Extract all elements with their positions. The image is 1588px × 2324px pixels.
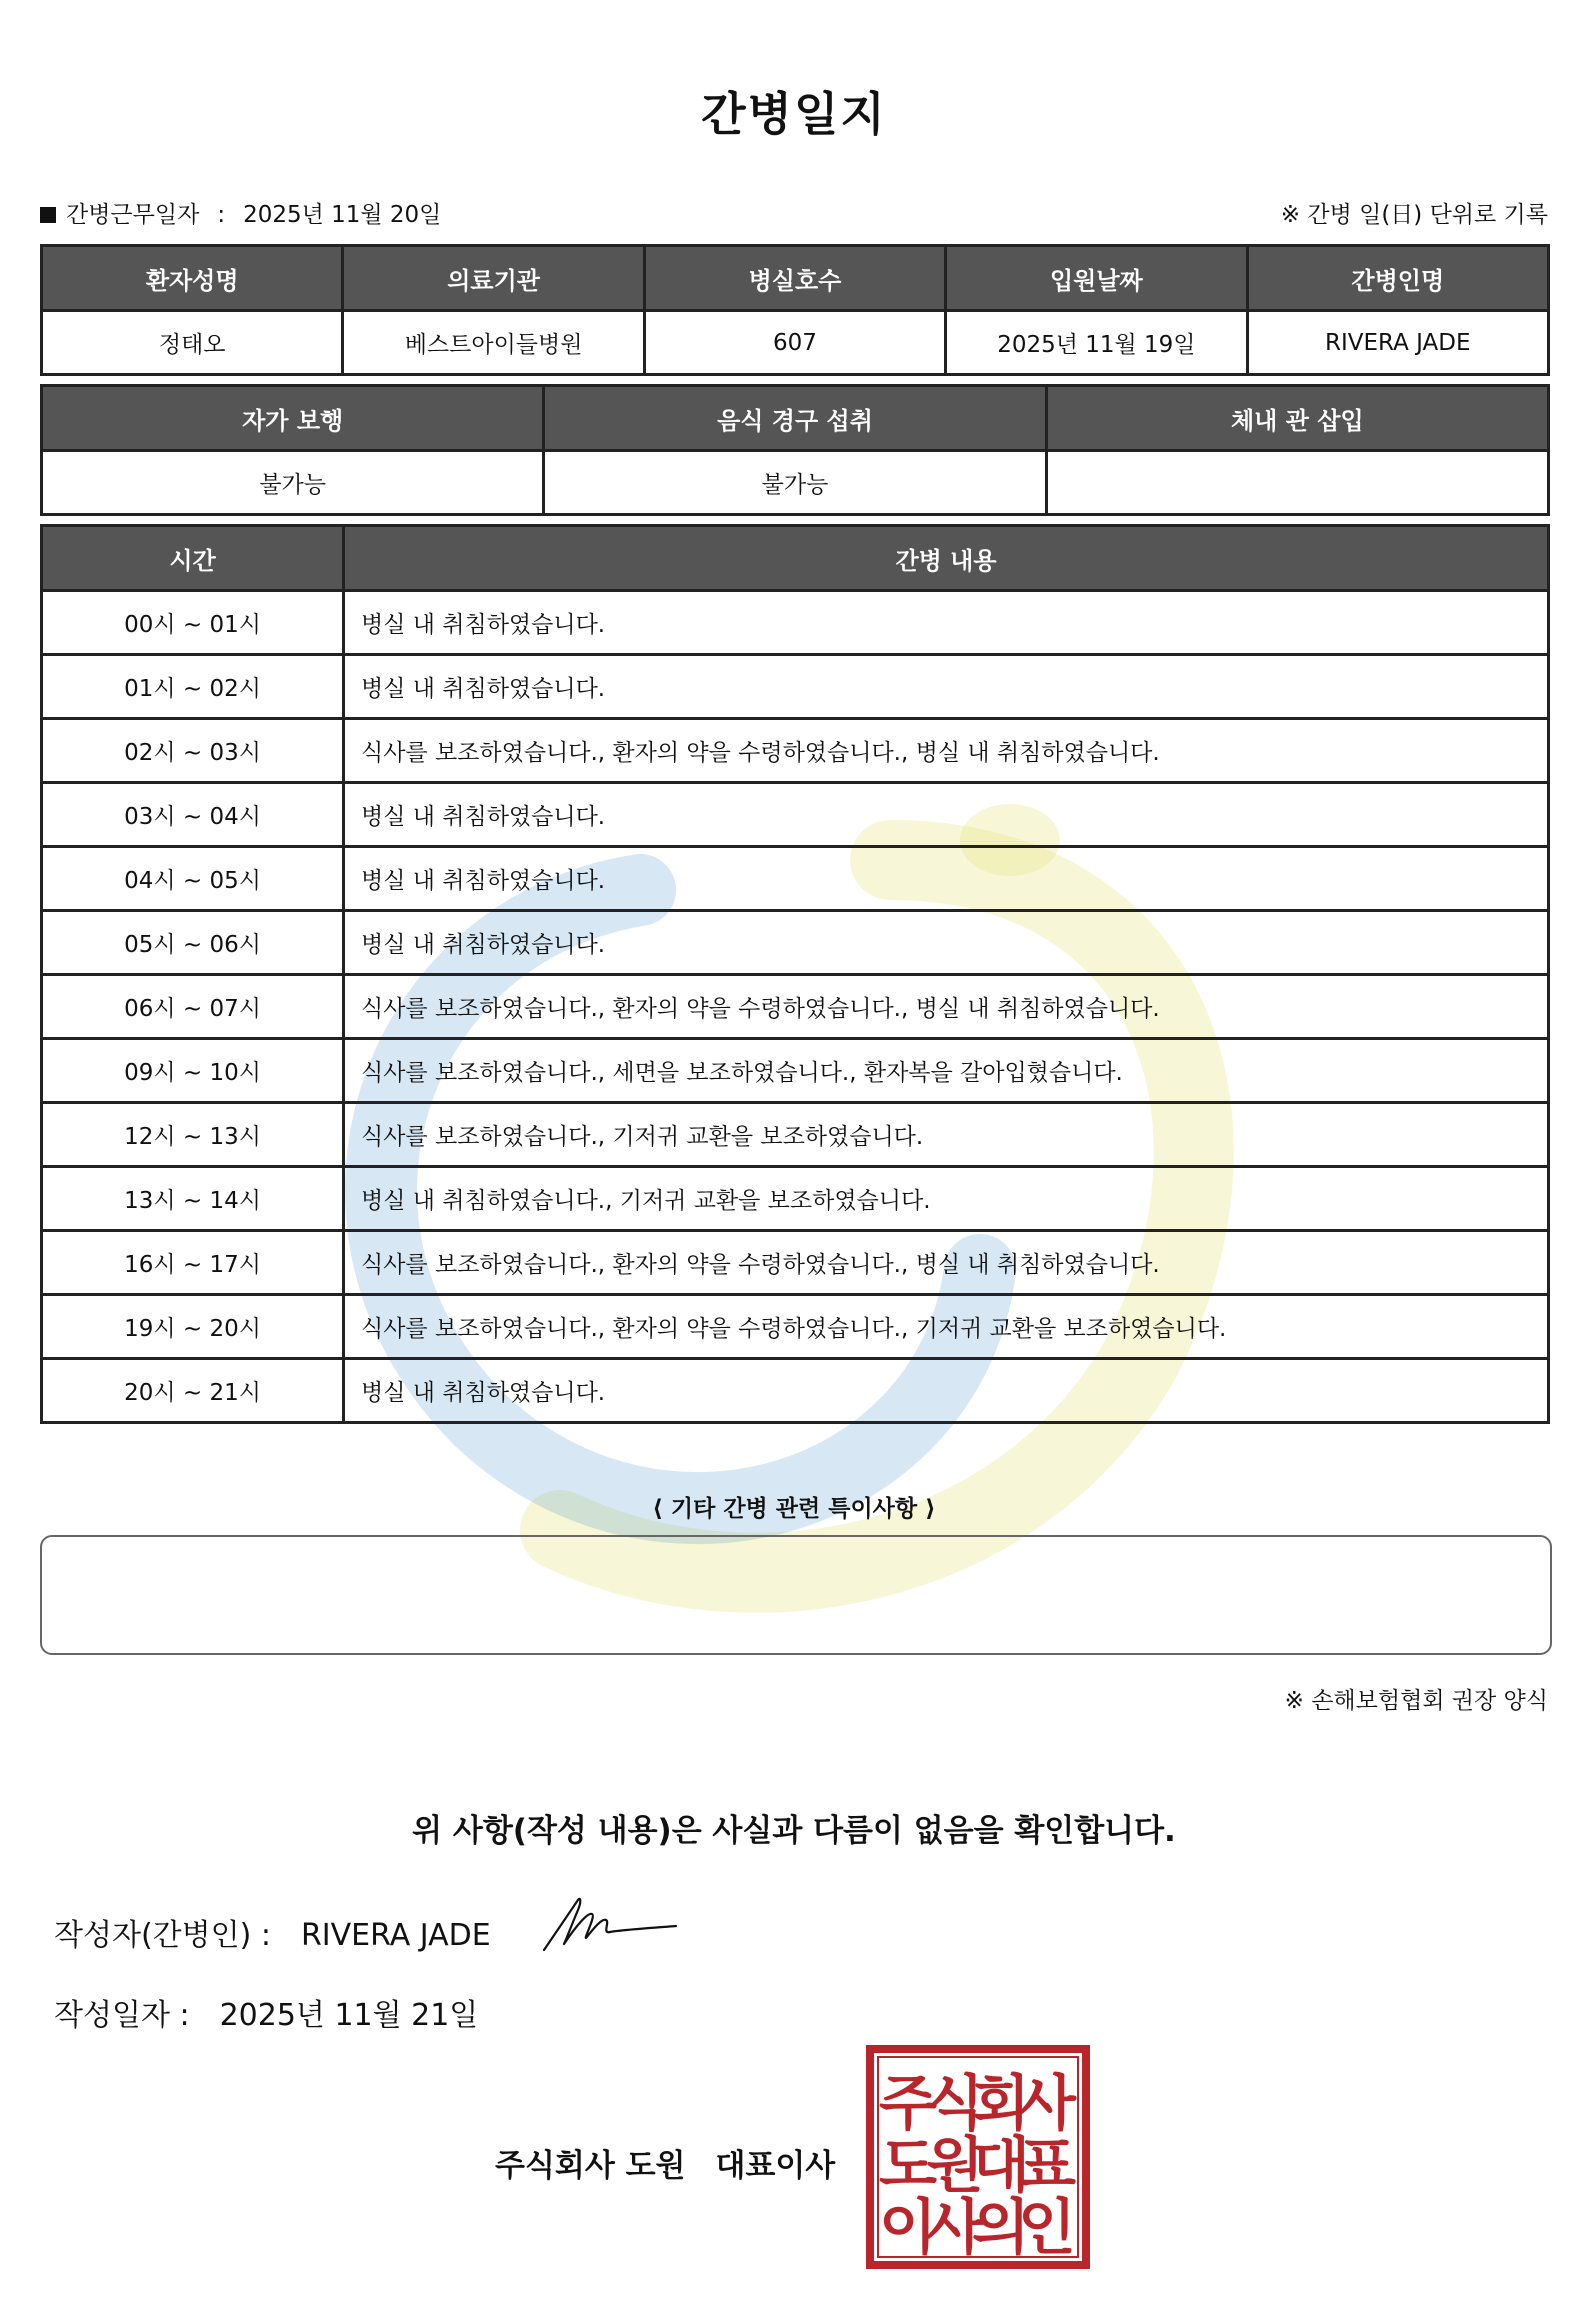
svg-text:이: 이 xyxy=(879,2193,937,2263)
header-tube-insertion: 체내 관 삽입 xyxy=(1046,386,1548,451)
table-row xyxy=(42,783,1549,847)
svg-text:도: 도 xyxy=(879,2131,937,2201)
caregiver-name: RIVERA JADE xyxy=(1247,311,1548,375)
table-row xyxy=(42,1039,1549,1103)
company-signoff xyxy=(495,2140,835,2185)
document-title: 간병일지 xyxy=(701,87,887,141)
patient-info-table xyxy=(40,244,1550,376)
log-time: 01시 ~ 02시 xyxy=(42,655,344,719)
header-patient-name: 환자성명 xyxy=(42,246,343,311)
special-notes-box xyxy=(40,1535,1552,1655)
table-row xyxy=(42,975,1549,1039)
log-content: 병실 내 취침하였습니다., 기저귀 교환을 보조하였습니다. xyxy=(344,1167,1549,1231)
tube-insertion-value xyxy=(1046,451,1548,515)
written-date-value: 2025년 11월 21일 xyxy=(219,1998,479,2033)
svg-text:사: 사 xyxy=(926,2193,984,2263)
table-row xyxy=(42,1167,1549,1231)
writer-row xyxy=(54,1910,491,1954)
log-time: 03시 ~ 04시 xyxy=(42,783,344,847)
svg-text:인: 인 xyxy=(1018,2193,1076,2263)
table-row xyxy=(42,847,1549,911)
square-bullet-icon xyxy=(40,207,56,223)
company-seal xyxy=(866,2045,1090,2269)
room-number: 607 xyxy=(644,311,945,375)
log-content: 병실 내 취침하였습니다. xyxy=(344,911,1549,975)
table-row xyxy=(42,1103,1549,1167)
header-hospital: 의료기관 xyxy=(343,246,644,311)
svg-text:의: 의 xyxy=(972,2193,1030,2263)
confirmation-statement: 위 사항(작성 내용)은 사실과 다름이 없음을 확인합니다. xyxy=(412,1813,1176,1849)
log-time: 19시 ~ 20시 xyxy=(42,1295,344,1359)
table-row xyxy=(42,591,1549,655)
svg-text:회: 회 xyxy=(972,2069,1030,2139)
work-date-row: 간병근무일자 : 2025년 11월 20일 xyxy=(40,196,441,229)
log-content: 병실 내 취침하였습니다. xyxy=(344,591,1549,655)
table-row xyxy=(42,719,1549,783)
log-content: 식사를 보조하였습니다., 기저귀 교환을 보조하였습니다. xyxy=(344,1103,1549,1167)
ceo-title: 대표이사 xyxy=(715,2148,836,2184)
patient-name: 정태오 xyxy=(42,311,343,375)
log-content: 병실 내 취침하였습니다. xyxy=(344,847,1549,911)
svg-text:식: 식 xyxy=(926,2069,984,2139)
admission-date: 2025년 11월 19일 xyxy=(946,311,1247,375)
log-content: 식사를 보조하였습니다., 세면을 보조하였습니다., 환자복을 갈아입혔습니다. xyxy=(344,1039,1549,1103)
writer-label: 작성자(간병인) : xyxy=(54,1918,271,1953)
log-time: 12시 ~ 13시 xyxy=(42,1103,344,1167)
table-row xyxy=(42,911,1549,975)
care-log-table xyxy=(40,524,1550,1424)
log-time: 00시 ~ 01시 xyxy=(42,591,344,655)
log-time: 06시 ~ 07시 xyxy=(42,975,344,1039)
log-time: 09시 ~ 10시 xyxy=(42,1039,344,1103)
special-notes-title: ⟨ 기타 간병 관련 특이사항 ⟩ xyxy=(652,1496,936,1522)
header-admission-date: 입원날짜 xyxy=(946,246,1247,311)
svg-text:대: 대 xyxy=(972,2131,1030,2201)
signature-image xyxy=(540,1892,680,1956)
log-time: 20시 ~ 21시 xyxy=(42,1359,344,1423)
log-time: 02시 ~ 03시 xyxy=(42,719,344,783)
header-oral-intake: 음식 경구 섭취 xyxy=(544,386,1046,451)
log-time: 16시 ~ 17시 xyxy=(42,1231,344,1295)
log-content: 식사를 보조하였습니다., 환자의 약을 수령하였습니다., 기저귀 교환을 보조하였습니다. xyxy=(344,1295,1549,1359)
table-row xyxy=(42,1231,1549,1295)
form-source-note: ※ 손해보험협회 권장 양식 xyxy=(1284,1688,1548,1714)
oral-intake-value: 불가능 xyxy=(544,451,1046,515)
log-time: 04시 ~ 05시 xyxy=(42,847,344,911)
header-self-walking: 자가 보행 xyxy=(42,386,544,451)
svg-text:사: 사 xyxy=(1018,2069,1076,2139)
svg-text:주: 주 xyxy=(879,2069,937,2139)
unit-note: ※ 간병 일(日) 단위로 기록 xyxy=(1280,202,1548,228)
work-date-label: 간병근무일자 xyxy=(66,202,200,228)
table-row xyxy=(42,655,1549,719)
writer-name: RIVERA JADE xyxy=(300,1918,491,1953)
header-caregiver-name: 간병인명 xyxy=(1247,246,1548,311)
header-room-number: 병실호수 xyxy=(644,246,945,311)
log-content: 식사를 보조하였습니다., 환자의 약을 수령하였습니다., 병실 내 취침하였습니다. xyxy=(344,1231,1549,1295)
svg-text:표: 표 xyxy=(1018,2131,1076,2201)
log-content: 식사를 보조하였습니다., 환자의 약을 수령하였습니다., 병실 내 취침하였습니다. xyxy=(344,719,1549,783)
written-date-row xyxy=(54,1990,478,2034)
table-row xyxy=(42,1295,1549,1359)
written-date-label: 작성일자 : xyxy=(54,1998,190,2033)
log-time: 13시 ~ 14시 xyxy=(42,1167,344,1231)
header-time: 시간 xyxy=(42,526,344,591)
svg-text:원: 원 xyxy=(926,2131,984,2201)
table-row xyxy=(42,1359,1549,1423)
patient-status-table xyxy=(40,384,1550,516)
header-care-content: 간병 내용 xyxy=(344,526,1549,591)
log-content: 식사를 보조하였습니다., 환자의 약을 수령하였습니다., 병실 내 취침하였습니다. xyxy=(344,975,1549,1039)
log-content: 병실 내 취침하였습니다. xyxy=(344,655,1549,719)
hospital-name: 베스트아이들병원 xyxy=(343,311,644,375)
company-name: 주식회사 도원 xyxy=(495,2148,686,2184)
log-content: 병실 내 취침하였습니다. xyxy=(344,783,1549,847)
log-time: 05시 ~ 06시 xyxy=(42,911,344,975)
work-date-value: 2025년 11월 20일 xyxy=(243,202,442,228)
log-content: 병실 내 취침하였습니다. xyxy=(344,1359,1549,1423)
self-walking-value: 불가능 xyxy=(42,451,544,515)
